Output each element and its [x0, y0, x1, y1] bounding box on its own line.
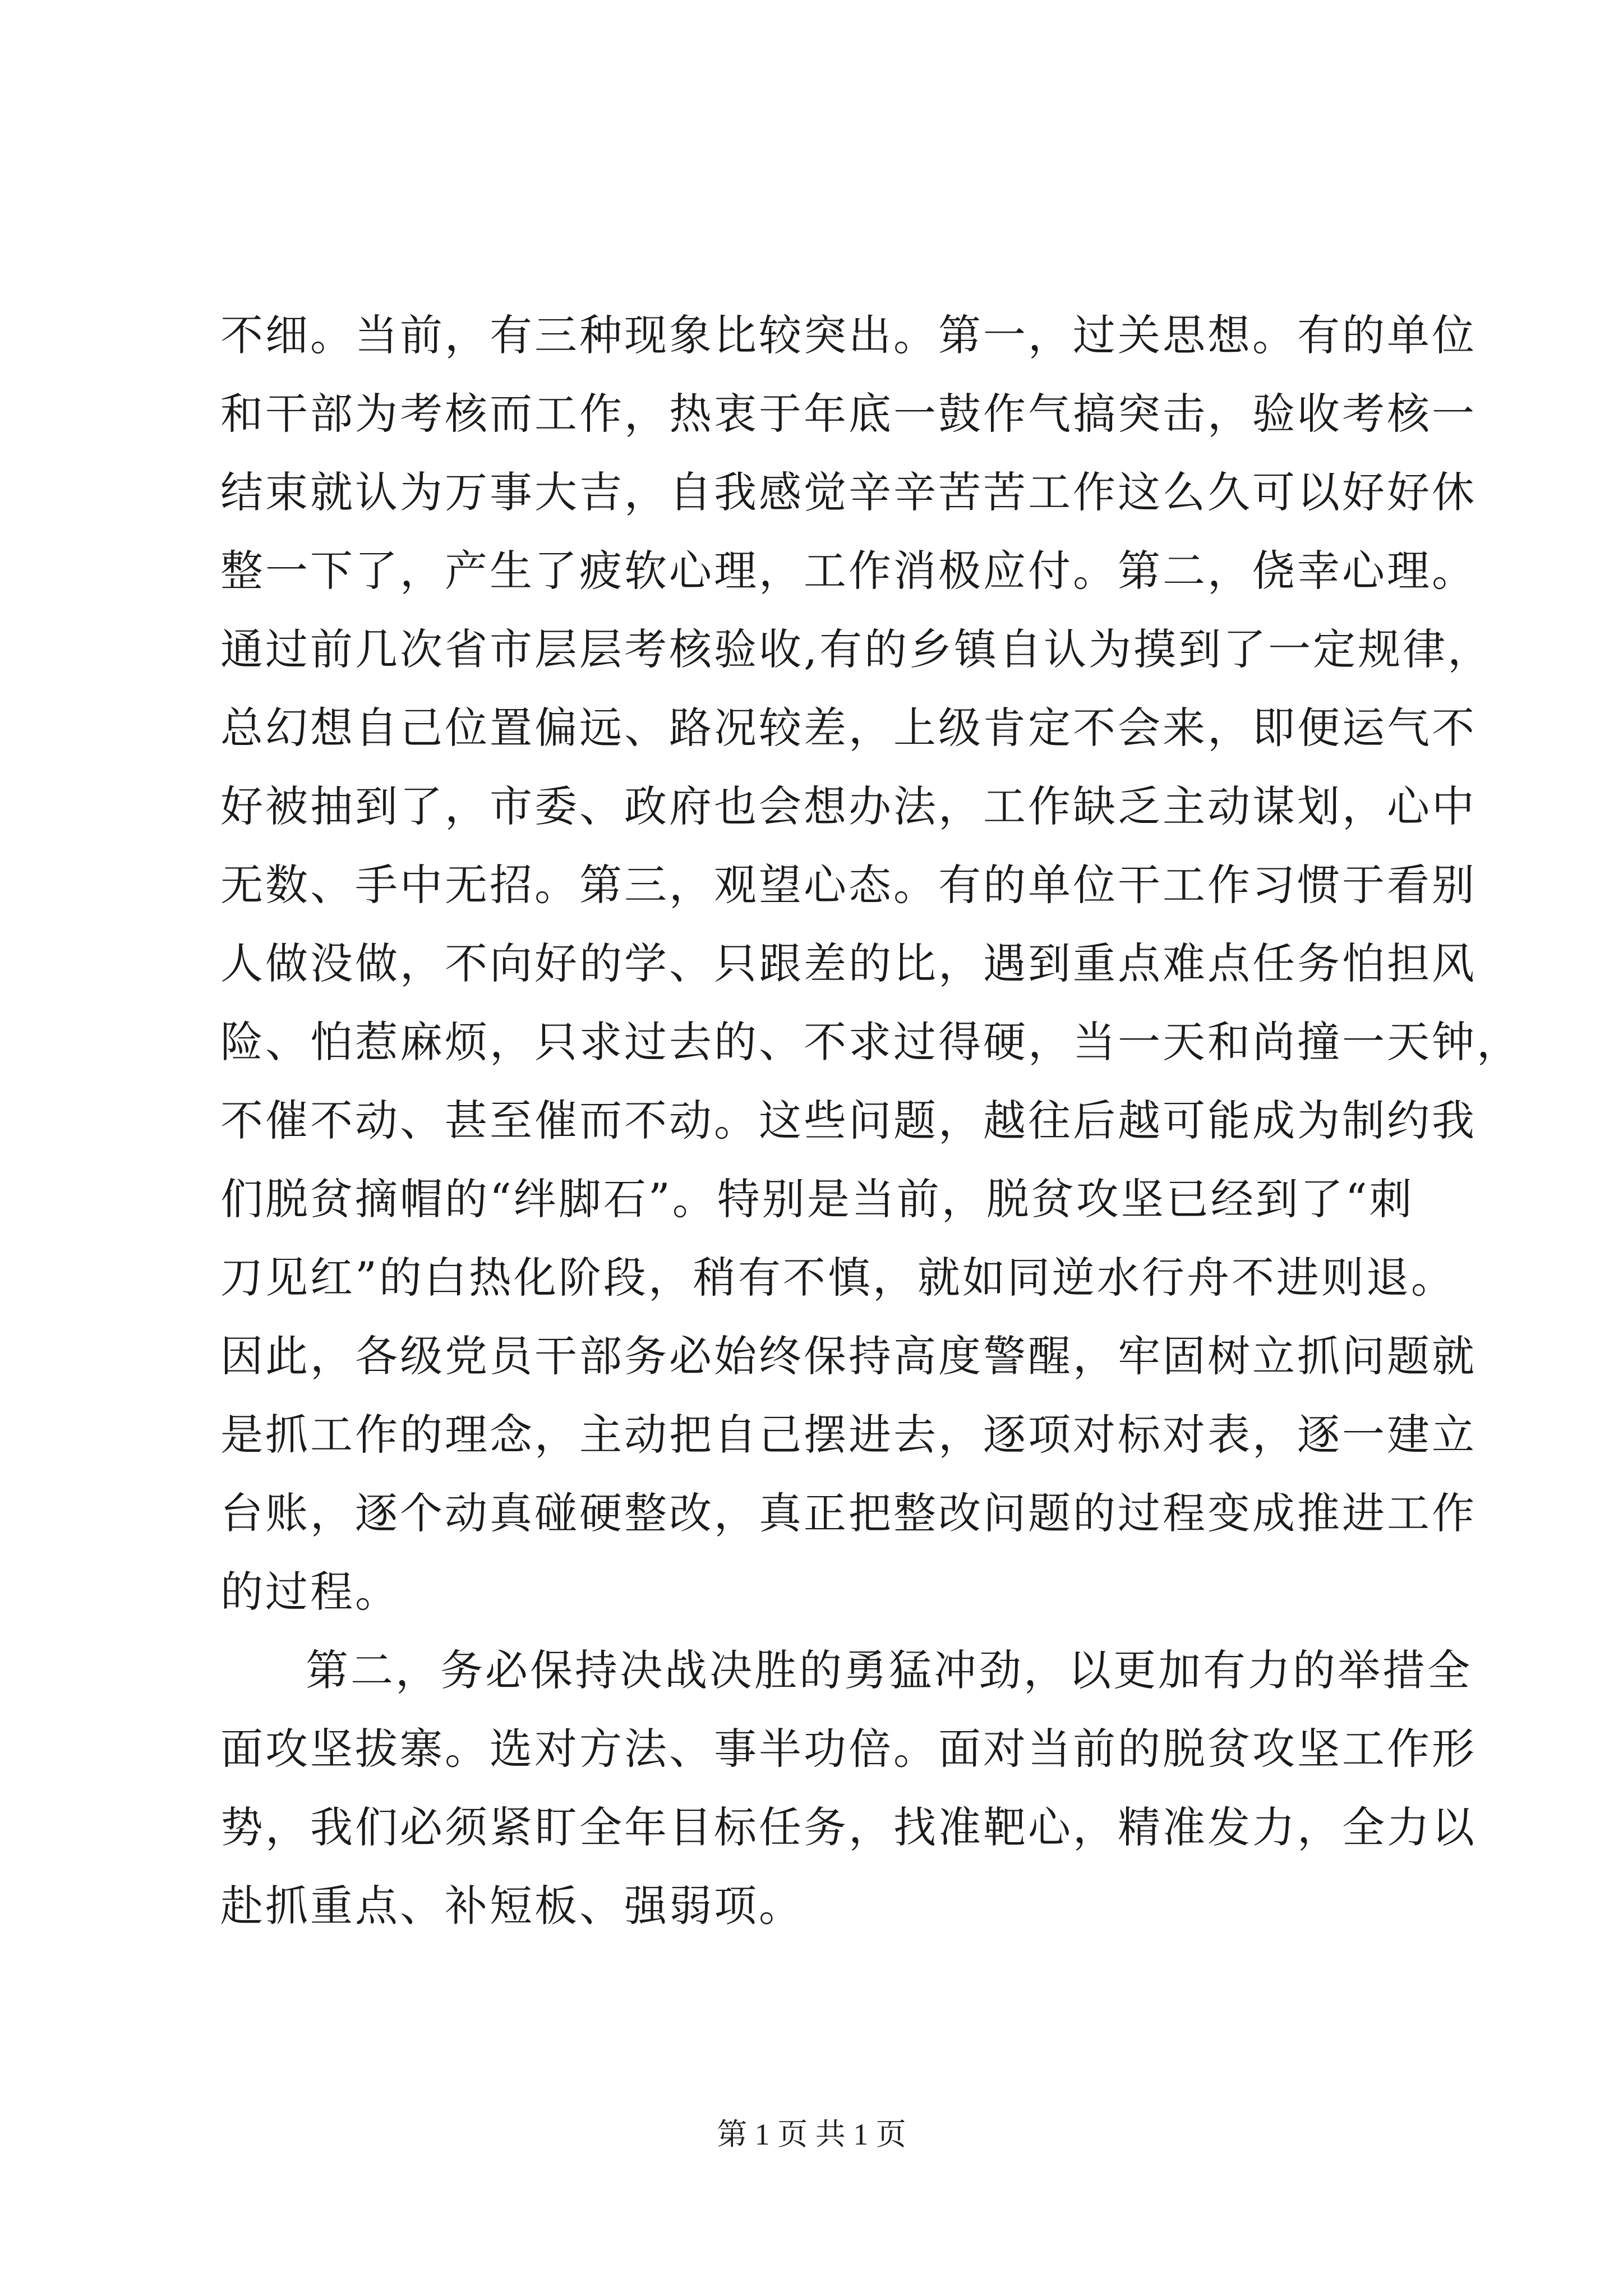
text-line: 面攻坚拔寨。选对方法、事半功倍。面对当前的脱贫攻坚工作形 [220, 1724, 1477, 1774]
text-line: 不催不动、甚至催而不动。这些问题，越往后越可能成为制约我 [220, 1096, 1477, 1145]
text-line: 刀见红”的白热化阶段，稍有不慎，就如同逆水行舟不进则退。 [220, 1253, 1456, 1303]
paragraph-start-line: 第二，务必保持决战决胜的勇猛冲劲，以更加有力的举措全 [306, 1645, 1472, 1695]
text-line: 和干部为考核而工作，热衷于年底一鼓作气搞突击，验收考核一 [220, 389, 1477, 439]
text-line: 赴抓重点、补短板、强弱项。 [220, 1881, 804, 1931]
text-line: 总幻想自己位置偏远、路况较差，上级肯定不会来，即便运气不 [220, 703, 1477, 753]
text-line: 险、怕惹麻烦，只求过去的、不求过得硬，当一天和尚撞一天钟， [220, 1017, 1521, 1067]
text-line: 的过程。 [220, 1567, 400, 1617]
text-line: 人做没做，不向好的学、只跟差的比，遇到重点难点任务怕担风 [220, 938, 1477, 988]
text-line: 不细。当前，有三种现象比较突出。第一，过关思想。有的单位 [220, 310, 1477, 360]
text-line: 整一下了，产生了疲软心理，工作消极应付。第二，侥幸心理。 [220, 546, 1477, 596]
text-line: 结束就认为万事大吉，自我感觉辛辛苦苦工作这么久可以好好休 [220, 467, 1477, 517]
text-line: 是抓工作的理念，主动把自己摆进去，逐项对标对表，逐一建立 [220, 1410, 1477, 1460]
text-line: 无数、手中无招。第三，观望心态。有的单位干工作习惯于看别 [220, 860, 1477, 910]
text-line: 通过前几次省市层层考核验收,有的乡镇自认为摸到了一定规律， [220, 624, 1493, 674]
text-line: 们脱贫摘帽的“绊脚石”。特别是当前，脱贫攻坚已经到了“刺 [220, 1174, 1414, 1224]
text-line: 好被抽到了，市委、政府也会想办法，工作缺乏主动谋划，心中 [220, 781, 1477, 831]
text-line: 因此，各级党员干部务必始终保持高度警醒，牢固树立抓问题就 [220, 1331, 1477, 1381]
document-body [220, 296, 1521, 1945]
text-line: 台账，逐个动真碰硬整改，真正把整改问题的过程变成推进工作 [220, 1488, 1477, 1538]
page-footer: 第 1 页 共 1 页 [717, 2118, 906, 2151]
text-line: 势，我们必须紧盯全年目标任务，找准靶心，精准发力，全力以 [220, 1802, 1477, 1852]
